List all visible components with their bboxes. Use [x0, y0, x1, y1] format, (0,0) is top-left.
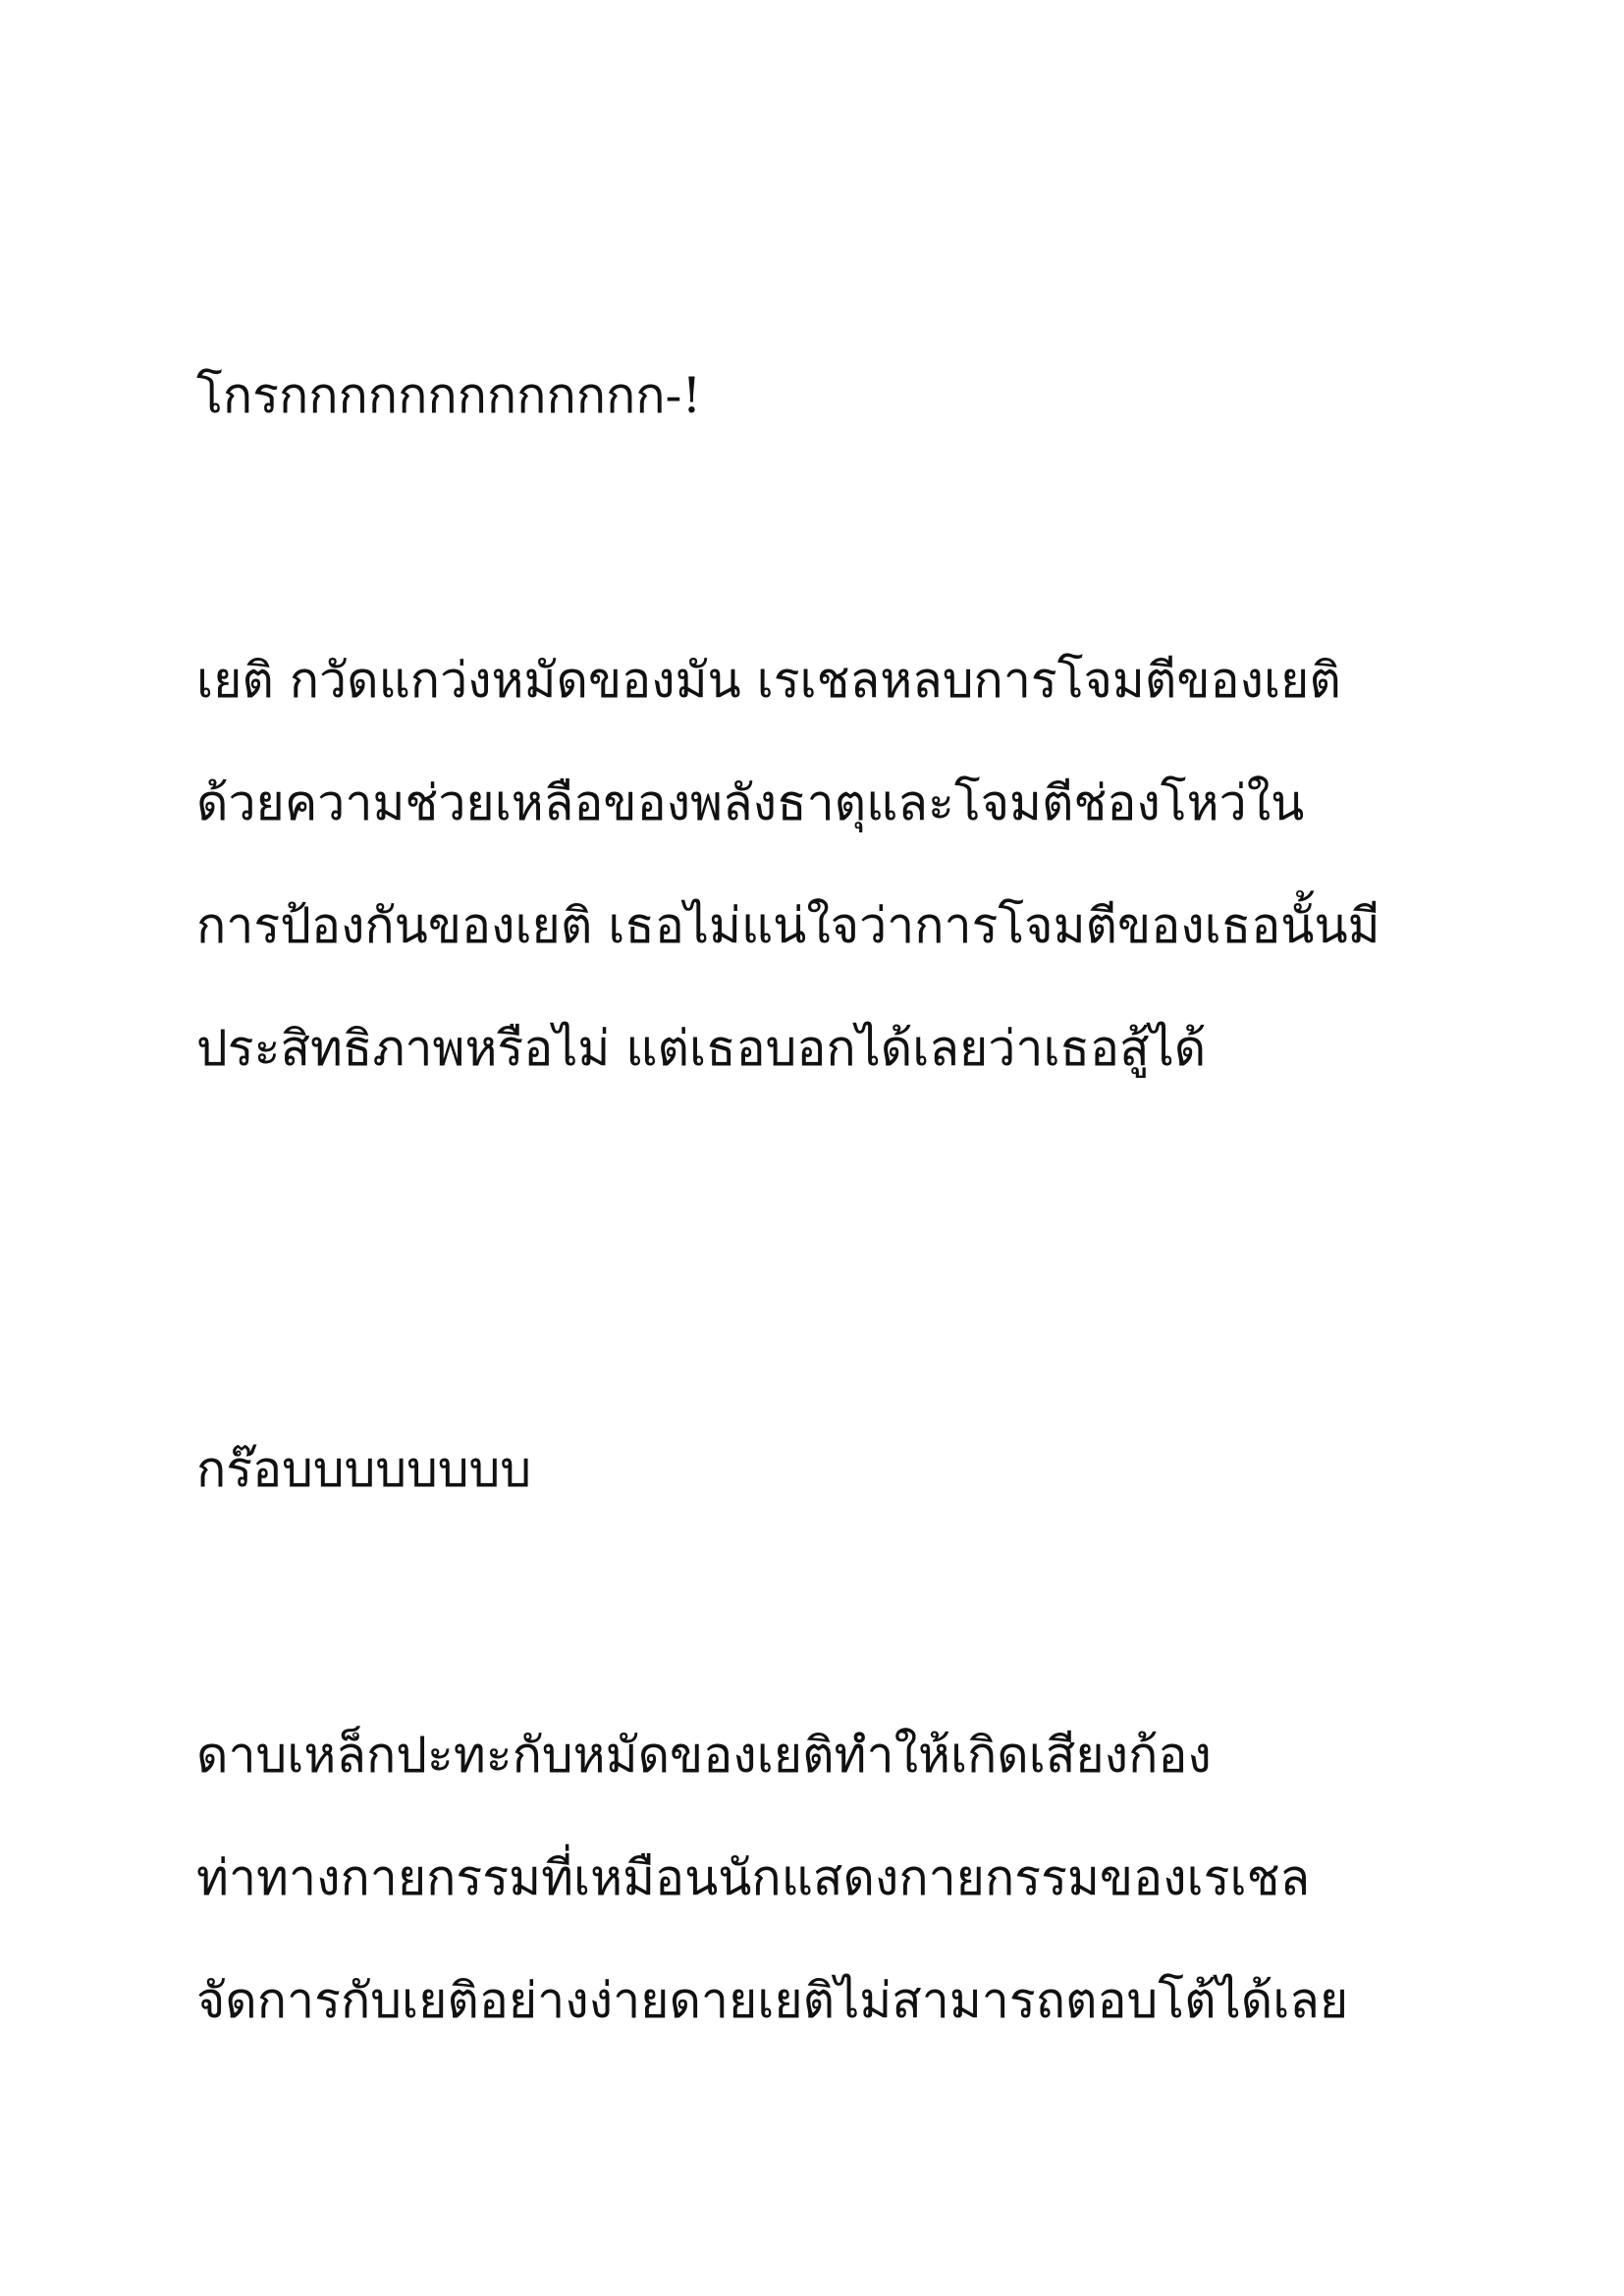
- paragraph-line: ด้วยความช่วยเหลือของพลังธาตุและโจมตีช่องโหว่ใน: [196, 774, 1305, 831]
- paragraph-line: ดาบเหล็กปะทะกับหมัดของเยติทำให้เกิดเสียงก้อง: [196, 1727, 1212, 1784]
- sound-effect-line: โกรกกกกกกกกกกกกก-!: [196, 367, 702, 424]
- paragraph-line: เยติ กวัดแกว่งหมัดของมัน เรเชลหลบการโจมตีของเยติ: [196, 652, 1341, 709]
- sound-effect-line: กร๊อบบบบบบบบ: [196, 1441, 532, 1498]
- paragraph-line: ประสิทธิภาพหรือไม่ แต่เธอบอกได้เลยว่าเธอสู้ได้: [196, 1020, 1207, 1077]
- paragraph-line: การป้องกันของเยติ เธอไม่แน่ใจว่าการโจมตีของเธอนั้นมี: [196, 897, 1380, 954]
- paragraph-line: จัดการกับเยติอย่างง่ายดายเยติไม่สามารถตอบโต้ได้เลย: [196, 1972, 1349, 2029]
- paragraph-line: ท่าทางกายกรรมที่เหมือนนักแสดงกายกรรมของเรเชล: [196, 1849, 1311, 1906]
